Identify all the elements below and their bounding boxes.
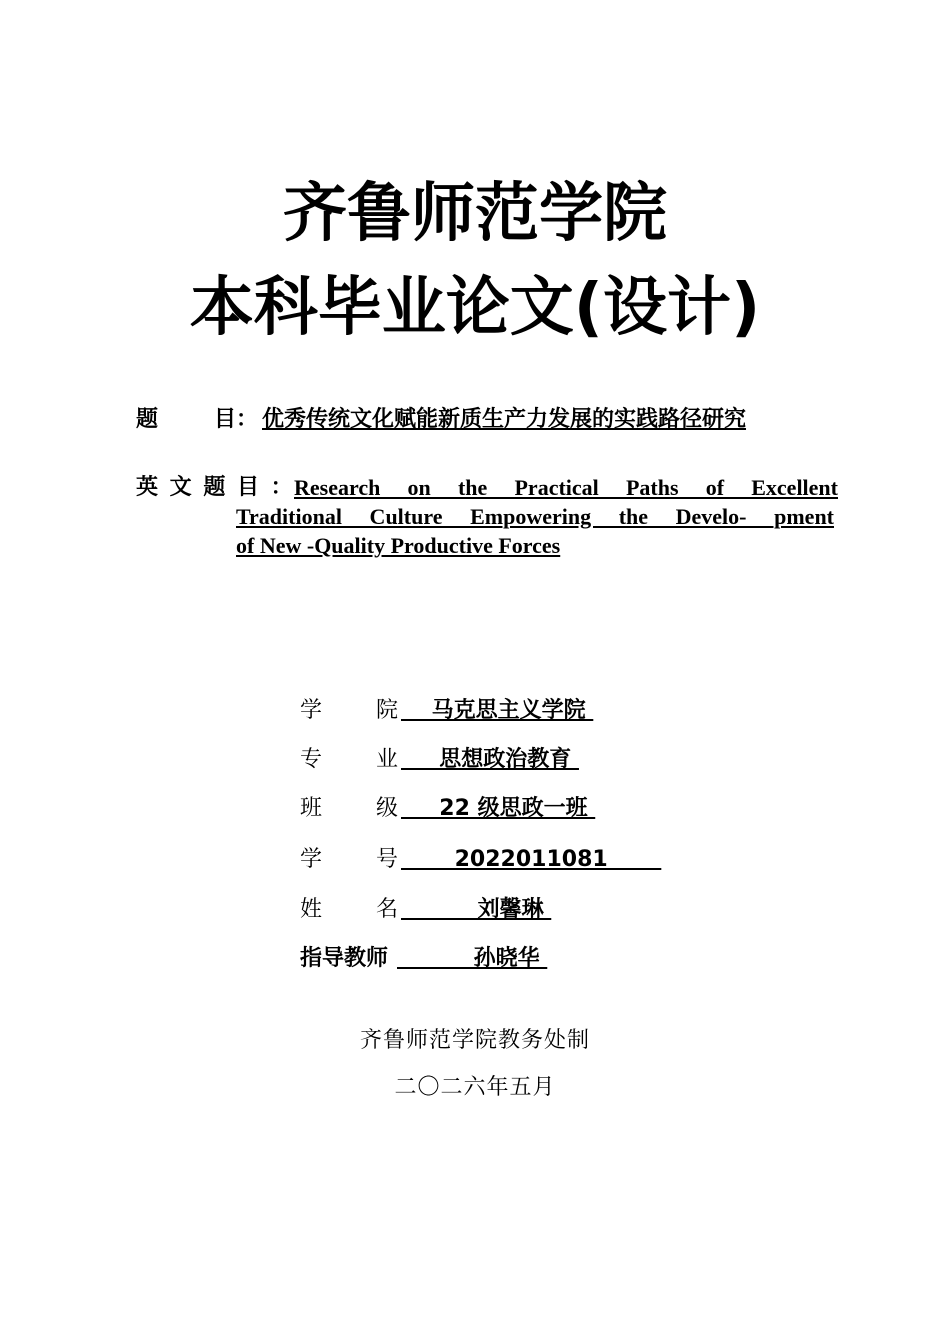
major-label-a: 专 [300,747,323,772]
english-topic-line-1: Research on the Practical Paths of Excellent [294,475,838,500]
major-label-b: 业 [376,747,399,772]
class-value: 22 级思政一班 [401,796,596,821]
student-id-label-a: 学 [300,847,323,872]
college-label-a: 学 [300,698,323,723]
english-topic-label: 英 文 题 目 ： [136,475,295,500]
topic-label-char1: 题 [136,407,159,432]
name-label-a: 姓 [300,897,323,922]
issuer-text: 齐鲁师范学院教务处制 [359,1028,590,1053]
advisor-value: 孙晓华 [397,946,548,971]
name-value: 刘馨琳 [401,897,552,922]
name-label-b: 名 [376,897,399,922]
english-topic-line-3: of New -Quality Productive Forces [236,533,561,558]
student-id-value: 2022011081 [401,847,662,872]
major-value: 思想政治教育 [401,747,579,772]
school-title: 齐鲁师范学院 [283,177,667,251]
class-label-b: 级 [376,796,399,821]
date-text: 二〇二六年五月 [394,1075,556,1100]
college-label-b: 院 [376,698,399,723]
student-id-label-b: 号 [376,847,399,872]
english-topic-line-2: Traditional Culture Empowering the Develo- pment [236,504,834,529]
college-value: 马克思主义学院 [401,698,594,723]
class-label-a: 班 [300,796,323,821]
advisor-label: 指导教师 [300,946,389,971]
topic-value: 优秀传统文化赋能新质生产力发展的实践路径研究 [262,407,747,432]
topic-label-char2: 目： [214,407,259,432]
thesis-title: 本科毕业论文(设计) [189,271,761,345]
